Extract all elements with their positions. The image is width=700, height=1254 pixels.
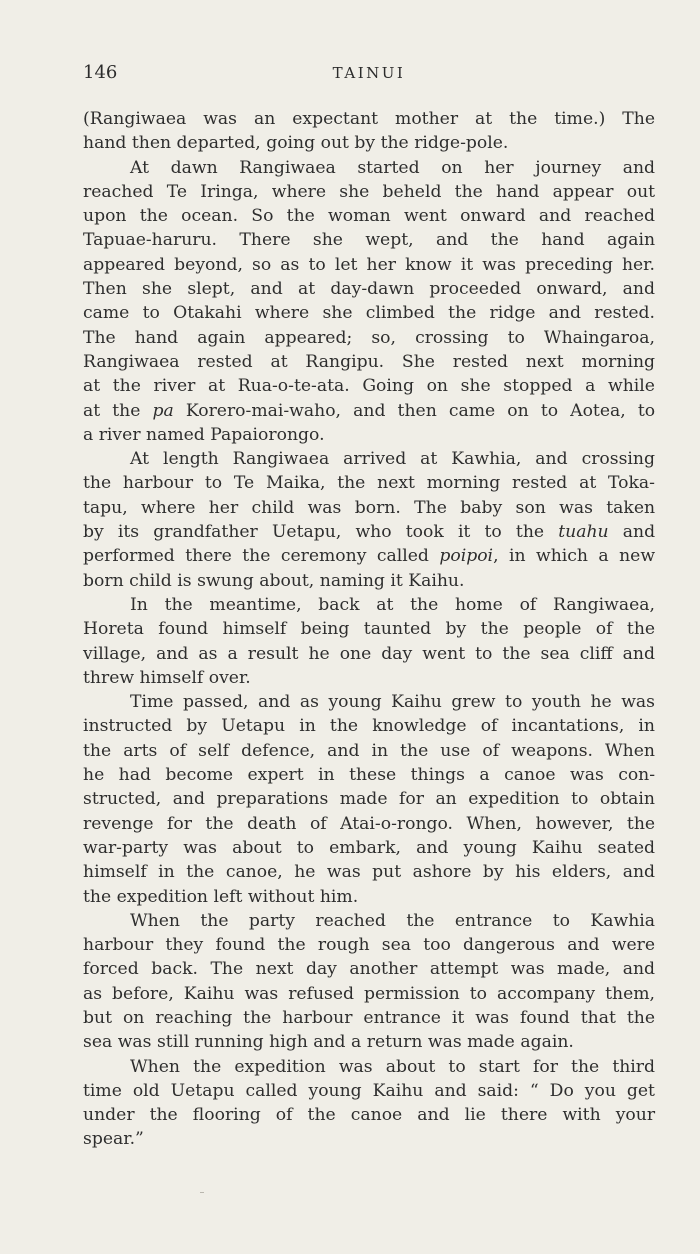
text-line: In the meantime, back at the home of Rangiwaea, — [130, 594, 655, 615]
paragraph — [83, 593, 655, 690]
text-line: Then she slept, and at day-dawn proceeded onward, and — [83, 279, 655, 300]
text-line: he had become expert in these things a canoe was con- — [83, 765, 656, 786]
text-line: forced back. The next day another attempt was made, and — [83, 959, 656, 980]
text-line: harbour they found the rough sea too dangerous and were — [83, 935, 656, 956]
text-line: structed, and preparations made for an expedition to obtain — [83, 789, 655, 810]
text-line: revenge for the death of Atai-o-rongo. When, however, the — [83, 813, 656, 834]
text-line: village, and as a result he one day went to the sea cliff and — [83, 643, 655, 664]
text-line: born child is swung about, naming it Kaihu. — [83, 570, 465, 591]
body-text — [83, 107, 655, 1152]
text-line: Rangiwaea rested at Rangipu. She rested next morning — [83, 351, 656, 372]
text-line: by its grandfather Uetapu, who took it to the tuahu and — [83, 522, 656, 543]
text-line: time old Uetapu called young Kaihu and said: “ Do you get — [83, 1080, 655, 1101]
text-line: upon the ocean. So the woman went onward and reached — [83, 206, 655, 227]
text-line: as before, Kaihu was refused permission to accompany them, — [83, 983, 656, 1004]
text-line: Time passed, and as young Kaihu grew to youth he was — [130, 692, 655, 713]
paragraph — [83, 1055, 655, 1152]
text-line: When the party reached the entrance to Kawhia — [130, 910, 656, 931]
paragraph — [83, 909, 655, 1055]
page-number: 146 — [83, 62, 118, 83]
text-line: At length Rangiwaea arrived at Kawhia, and crossing — [130, 449, 655, 470]
text-line: (Rangiwaea was an expectant mother at the time.) The — [83, 109, 655, 129]
text-line: tapu, where her child was born. The baby son was taken — [83, 497, 656, 518]
text-line: Horeta found himself being taunted by the people of the — [83, 619, 656, 640]
text-line: spear.” — [83, 1129, 144, 1150]
text-line: appeared beyond, so as to let her know it was preceding her. — [83, 254, 655, 275]
text-line: but on reaching the harbour entrance it was found that the — [83, 1007, 655, 1028]
text-line: the harbour to Te Maika, the next morning rested at Toka- — [83, 473, 655, 494]
text-line: performed there the ceremony called poipoi, in which a new — [83, 546, 656, 567]
text-line: under the flooring of the canoe and lie there with your — [83, 1105, 656, 1126]
text-line: When the expedition was about to start for the third — [130, 1056, 656, 1077]
paragraph — [83, 447, 655, 593]
text-line: instructed by Uetapu in the knowledge of incantations, in — [83, 716, 655, 737]
page-header — [83, 62, 655, 86]
paragraph — [83, 690, 655, 909]
text-line: the arts of self defence, and in the use of weapons. When — [83, 740, 655, 761]
text-line: at the pa Korero-mai-waho, and then came on to Aotea, to — [83, 400, 656, 421]
text-line: a river named Papaiorongo. — [83, 424, 325, 445]
text-line: threw himself over. — [83, 667, 251, 688]
text-line: at the river at Rua-o-te-ata. Going on she stopped a while — [83, 376, 655, 397]
text-line: At dawn Rangiwaea started on her journey and — [130, 157, 656, 178]
page-speck — [200, 1192, 204, 1193]
text-line: hand then departed, going out by the ridge-pole. — [83, 133, 509, 154]
text-line: reached Te Iringa, where she beheld the hand appear out — [83, 181, 656, 202]
text-line: came to Otakahi where she climbed the ridge and rested. — [83, 303, 655, 324]
text-line: the expedition left without him. — [83, 886, 359, 907]
paragraph — [83, 156, 655, 448]
text-line: sea was still running high and a return was made again. — [83, 1032, 574, 1053]
text-line: himself in the canoe, he was put ashore by his elders, and — [83, 862, 656, 883]
running-head: TAINUI — [332, 64, 406, 82]
paragraph — [83, 107, 655, 156]
text-line: Tapuae-haruru. There she wept, and the hand again — [83, 230, 656, 251]
text-line: The hand again appeared; so, crossing to Whaingaroa, — [83, 327, 655, 348]
text-line: war-party was about to embark, and young Kaihu seated — [83, 837, 655, 858]
